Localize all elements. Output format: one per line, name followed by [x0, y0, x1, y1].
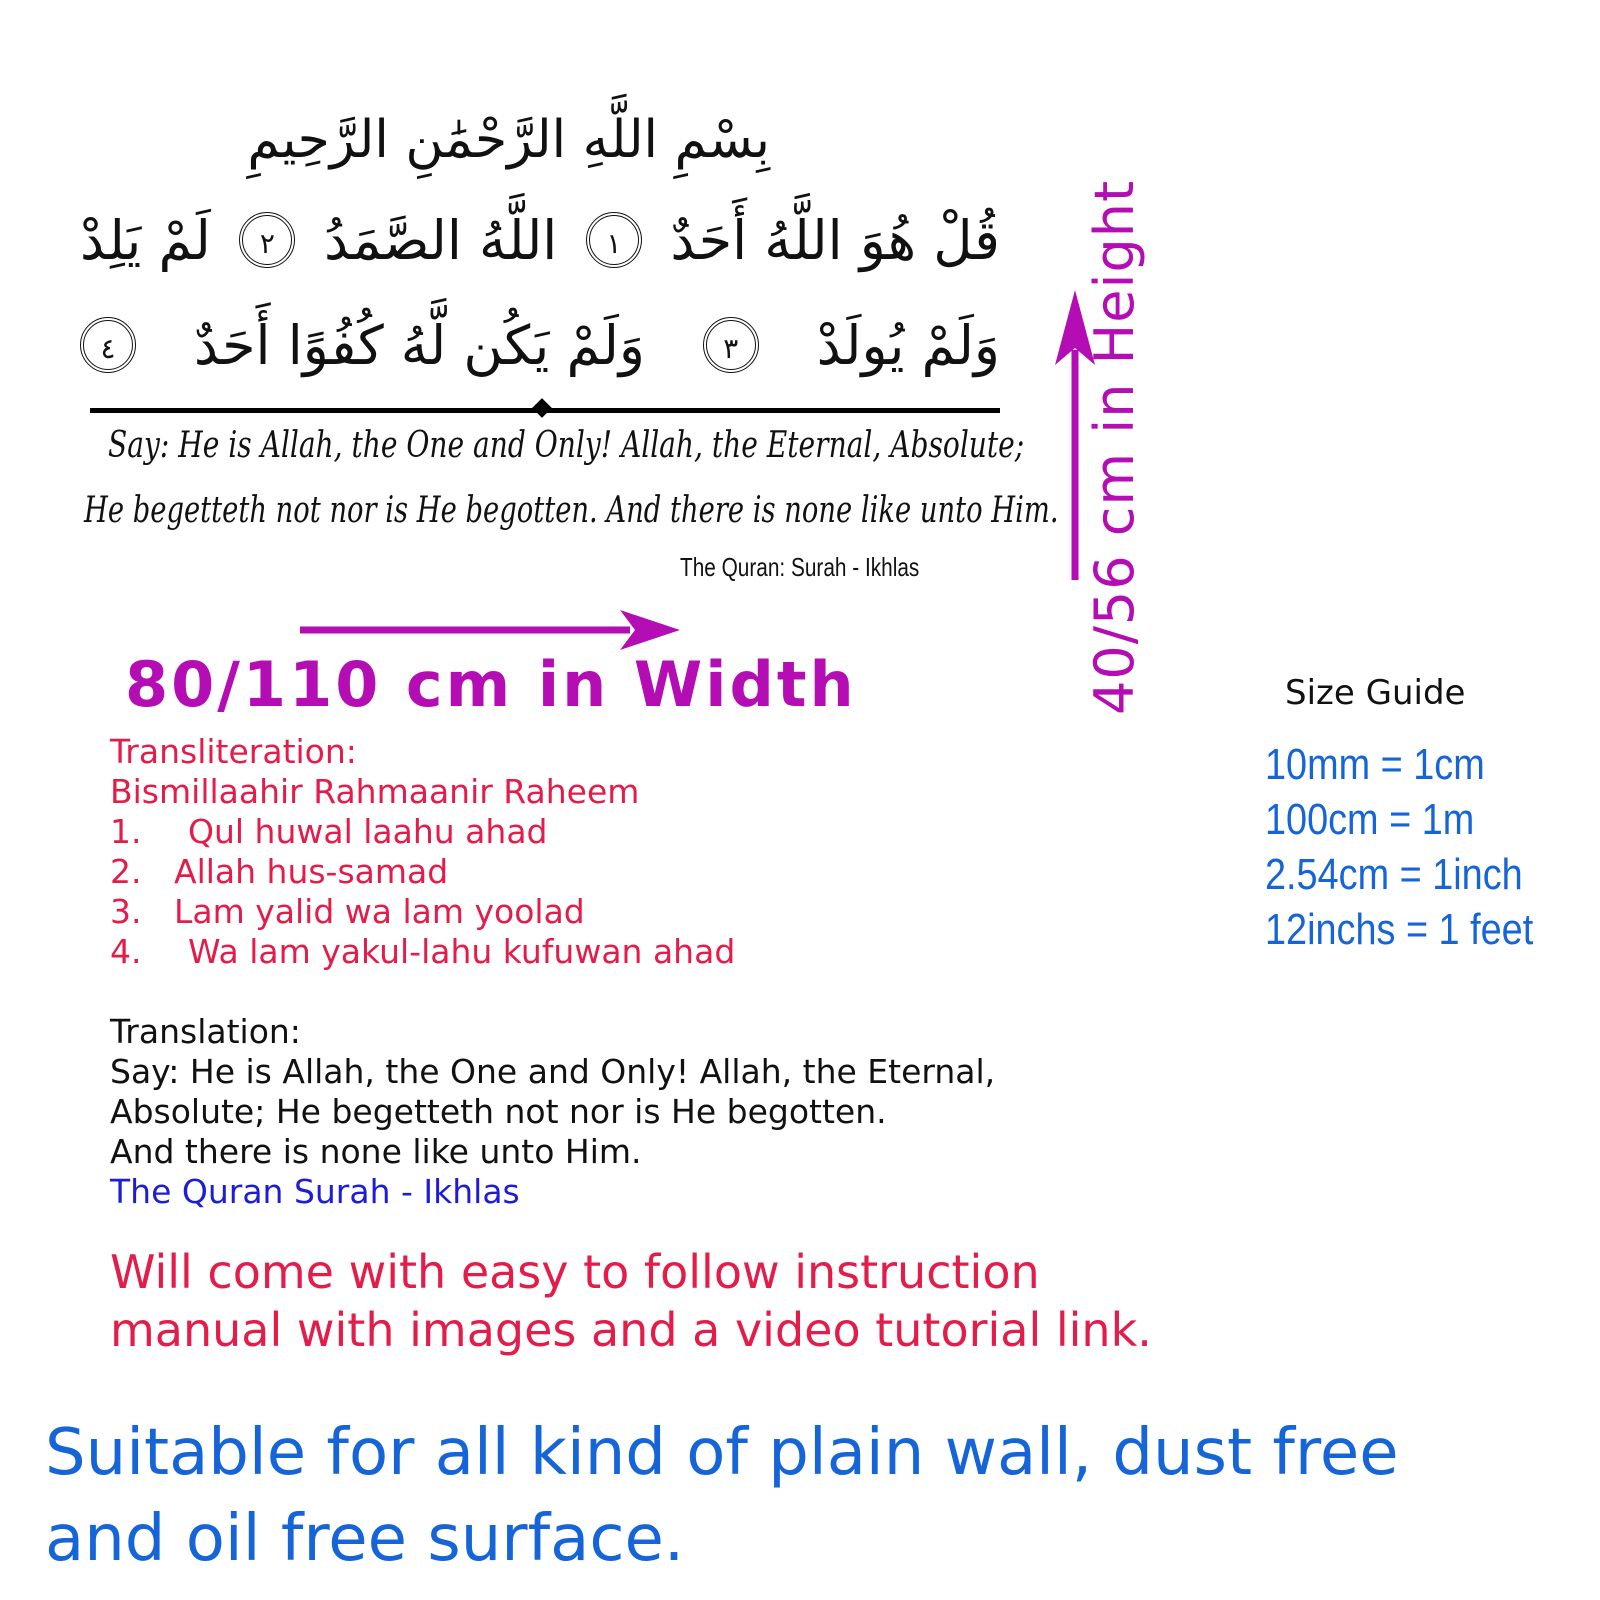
suitability-notice-line: and oil free surface.	[45, 1502, 685, 1576]
translation-heading: Translation:	[110, 1012, 301, 1051]
ayah-marker-4: ٤	[80, 317, 136, 373]
size-guide-line: 100cm = 1m	[1265, 795, 1475, 844]
ayah-marker-3: ٣	[703, 317, 759, 373]
arabic-verse-text: وَلَمْ يُولَدْ	[816, 313, 1000, 377]
transliteration-heading: Transliteration:	[110, 732, 357, 771]
size-guide-line: 12inchs = 1 feet	[1265, 905, 1534, 954]
translation-line: And there is none like unto Him.	[110, 1132, 642, 1171]
instruction-notice-line: Will come with easy to follow instruction	[110, 1245, 1040, 1299]
size-guide-line: 2.54cm = 1inch	[1265, 850, 1523, 899]
arabic-line-1	[80, 200, 1000, 280]
arabic-verse-text: لَمْ يَلِدْ	[80, 208, 211, 272]
translation-line: Absolute; He begetteth not nor is He begotten.	[110, 1092, 887, 1131]
size-guide-line: 10mm = 1cm	[1265, 740, 1485, 789]
ayah-marker-2: ٢	[239, 212, 295, 268]
translation-source: The Quran Surah - Ikhlas	[110, 1172, 520, 1211]
instruction-notice-line: manual with images and a video tutorial link.	[110, 1303, 1152, 1357]
arabic-verse-text: اللَّهُ الصَّمَدُ	[323, 208, 558, 272]
transliteration-bismillah: Bismillaahir Rahmaanir Raheem	[110, 772, 640, 811]
calligraphy-translation-line-2: He begetteth not nor is He begotten. And there is none like unto Him.	[84, 490, 1059, 531]
translation-line: Say: He is Allah, the One and Only! Allah, the Eternal,	[110, 1052, 996, 1091]
transliteration-verse-4	[110, 932, 735, 972]
arabic-verse-text: قُلْ هُوَ اللَّهُ أَحَدٌ	[670, 208, 1000, 272]
verse-number: 2.	[110, 852, 142, 891]
suitability-notice-line: Suitable for all kind of plain wall, dust free	[45, 1416, 1399, 1490]
height-dimension-label	[1085, 105, 1145, 715]
ayah-marker-1: ١	[586, 212, 642, 268]
size-guide-title: Size Guide	[1285, 673, 1466, 713]
transliteration-verse-2	[110, 852, 448, 892]
width-dimension-label: 80/110 cm in Width	[125, 648, 857, 721]
verse-text: Allah hus-samad	[174, 852, 449, 891]
verse-text: Qul huwal laahu ahad	[188, 812, 548, 851]
calligraphy-source: The Quran: Surah - Ikhlas	[680, 552, 920, 582]
arabic-verse-text: وَلَمْ يَكُن لَّهُ كُفُوًا أَحَدٌ	[193, 313, 645, 377]
transliteration-verse-3	[110, 892, 585, 932]
verse-number: 1.	[110, 812, 142, 851]
height-dimension-text: 40/56 cm in Height	[1083, 179, 1146, 715]
verse-number: 4.	[110, 932, 142, 971]
calligraphy-translation-line-1: Say: He is Allah, the One and Only! Allah, the Eternal, Absolute;	[108, 425, 1025, 466]
arabic-line-2	[80, 300, 1000, 390]
basmala-calligraphy: بِسْمِ اللَّهِ الرَّحْمَٰنِ الرَّحِيمِ	[247, 110, 770, 170]
transliteration-verse-1	[110, 812, 548, 852]
verse-number: 3.	[110, 892, 142, 931]
verse-text: Lam yalid wa lam yoolad	[174, 892, 585, 931]
divider-diamond-ornament	[532, 398, 552, 418]
width-arrow-icon	[300, 610, 680, 650]
verse-text: Wa lam yakul-lahu kufuwan ahad	[188, 932, 736, 971]
